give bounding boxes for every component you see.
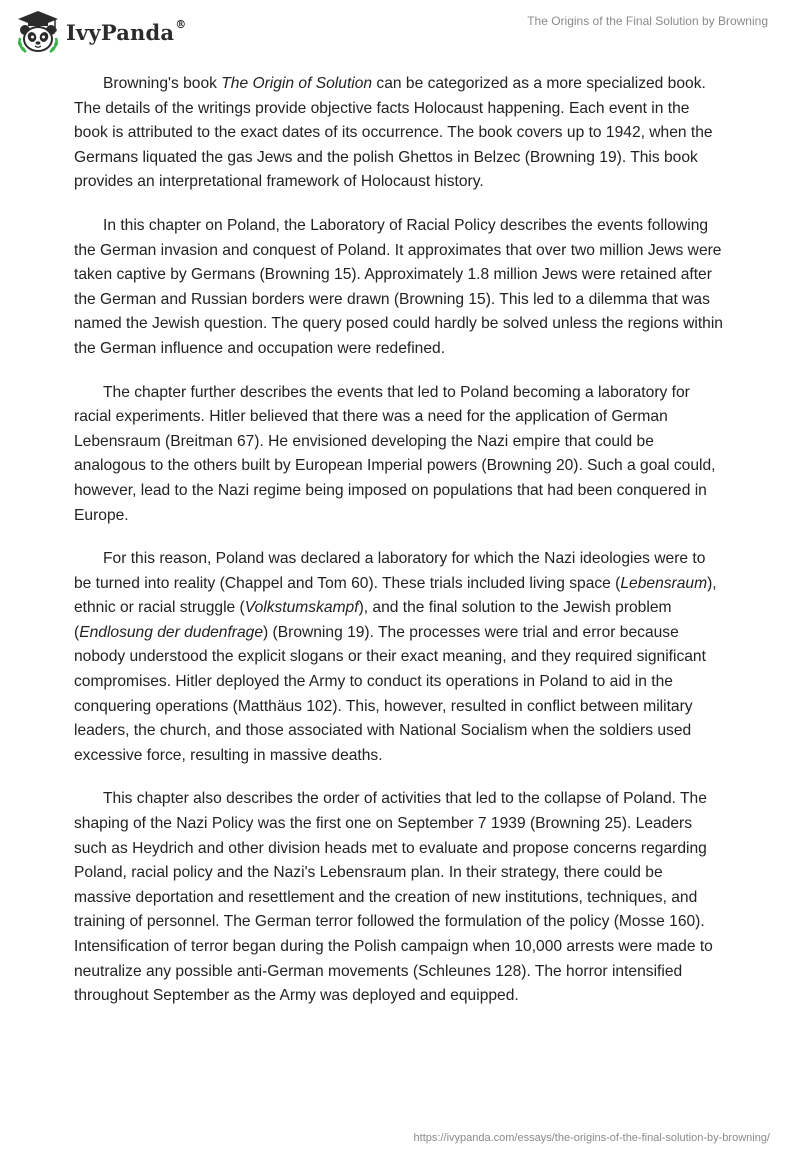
paragraph-text: This chapter also describes the order of activities that led to the collapse of Poland. The shaping of the Nazi Policy was the first one on September 7 1939 (Browning 25). Leaders such as Heydrich and other division heads met to evaluate and propose concerns regarding Poland, racial policy and the Nazi's Lebensraum plan. In their strategy, there could be massive deportation and resettlement and the creation of new institutions, techniques, and training of personnel. The German terror followed the formulation of the policy (Mosse 160). Intensification of terror began during the Polish campaign when 10,000 arrests were made to neutralize any possible anti-German movements (Schleunes 128). The horror intensified throughout September as the Army was deployed and equipped. bbox=[74, 790, 713, 1005]
essay-paragraph bbox=[74, 381, 724, 529]
italic-term: Endlosung der dudenfrage bbox=[79, 623, 264, 641]
essay-paragraph bbox=[74, 787, 724, 1008]
paragraph-text: ) (Browning 19). The processes were trial and error because nobody understood the explicit slogans or their exact meaning, and they required significant compromises. Hitler deployed the Army to conduct its operations in Poland to aid in the conquering operations (Matthäus 102). This, however, resulted in conflict between military leaders, the church, and those associated with National Socialism when the soldiers used excessive force, resulting in massive deaths. bbox=[74, 623, 706, 764]
registered-mark: ® bbox=[175, 17, 187, 31]
paragraph-text: In this chapter on Poland, the Laboratory of Racial Policy describes the events following the German invasion and conquest of Poland. It approximates that over two million Jews were taken captive by Germans (Browning 15). Approximately 1.8 million Jews were retained after the German and Russian borders were drawn (Browning 15). This led to a dilemma that was named the Jewish question. The query posed could hardly be solved unless the regions within the German influence and occupation were redefined. bbox=[74, 216, 723, 357]
paragraph-text: Browning's book bbox=[103, 75, 222, 92]
italic-term: The Origin of Solution bbox=[221, 75, 373, 92]
italic-term: Volkstumskampf bbox=[244, 599, 359, 617]
page-header bbox=[0, 0, 800, 62]
paragraph-text: For this reason, Poland was declared a laboratory for which the Nazi ideologies were to be turned into reality (Chappel and Tom 60). These trials included living space ( bbox=[74, 550, 706, 592]
paragraph-text: ), ethnic or racial struggle ( bbox=[74, 574, 717, 617]
essay-paragraph bbox=[74, 214, 724, 362]
paragraph-text: can be categorized as a more specialized book. The details of the writings provide objective facts Holocaust happening. Each event in the book is attributed to the exact dates of its occurrence. The book covers up to 1942, when the Germans liquated the gas Jews and the polish Ghettos in Belzec (Browning 19). This book provides an interpretational framework of Holocaust history. bbox=[74, 75, 713, 191]
panda-graduate-icon bbox=[14, 8, 62, 56]
essay-paragraph bbox=[74, 547, 724, 768]
essay-body bbox=[74, 72, 724, 1028]
italic-term: Lebensraum bbox=[620, 574, 708, 592]
ivypanda-logo[interactable] bbox=[14, 8, 186, 56]
essay-paragraph bbox=[74, 72, 724, 195]
document-title: The Origins of the Final Solution by Browning bbox=[527, 14, 768, 28]
paragraph-text: ), and the final solution to the Jewish problem ( bbox=[74, 599, 672, 641]
brand-name: IvyPanda® bbox=[66, 17, 187, 45]
paragraph-text: The chapter further describes the events that led to Poland becoming a laboratory for racial experiments. Hitler believed that there was a need for the application of German Lebensraum (Breitman 67). He envisioned developing the Nazi empire that could be analogous to the others built by European Imperial powers (Browning 20). Such a goal could, however, lead to the Nazi regime being imposed on populations that had been conquered in Europe. bbox=[74, 383, 716, 524]
source-url[interactable]: https://ivypanda.com/essays/the-origins-of-the-final-solution-by-browning/ bbox=[413, 1132, 770, 1144]
